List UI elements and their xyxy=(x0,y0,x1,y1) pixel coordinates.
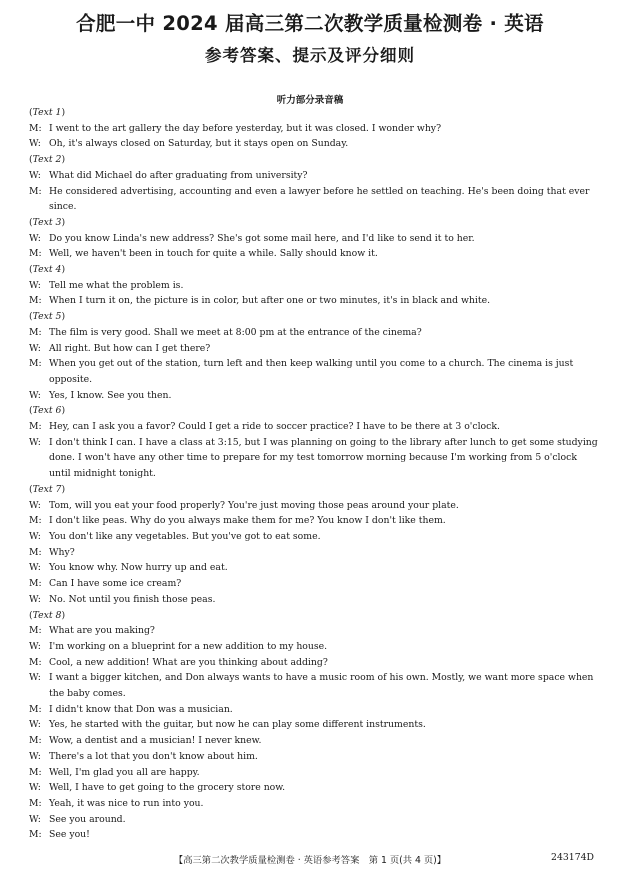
speaker-label: W: xyxy=(29,389,41,401)
dialogue-line xyxy=(29,278,599,294)
dialogue-line xyxy=(29,592,599,608)
text-label-value: Text 3 xyxy=(32,216,62,228)
text-label-value: Text 7 xyxy=(32,483,62,495)
dialogue-line xyxy=(29,670,599,701)
dialogue-text: Hey, can I ask you a favor? Could I get a ride to soccer practice? I have to be there at 3 o'clock. xyxy=(49,421,500,433)
speaker-label: W: xyxy=(29,672,41,684)
speaker-label: M: xyxy=(29,578,42,590)
speaker-label: W: xyxy=(29,813,41,825)
dialogue-line xyxy=(29,576,599,592)
text-label: (Text 3) xyxy=(29,216,66,228)
dialogue-line xyxy=(29,325,599,341)
dialogue-text: The film is very good. Shall we meet at 8:00 pm at the entrance of the cinema? xyxy=(49,326,422,338)
dialogue-line xyxy=(29,293,599,309)
speaker-label: M: xyxy=(29,766,42,778)
dialogue-line xyxy=(29,246,599,262)
speaker-label: W: xyxy=(29,593,41,605)
dialogue-text: Yeah, it was nice to run into you. xyxy=(49,797,204,809)
dialogue-line xyxy=(29,749,599,765)
dialogue-text: Yes, he started with the guitar, but now he can play some different instruments. xyxy=(49,719,426,731)
text-label: (Text 4) xyxy=(29,264,66,276)
text-label-value: Text 4 xyxy=(32,264,62,276)
text-label-value: Text 2 xyxy=(32,154,62,166)
dialogue-text: Do you know Linda's new address? She's got some mail here, and I'd like to send it to her. xyxy=(49,232,475,244)
footer-text: 【高三第二次教学质量检测卷 · 英语参考答案 第 1 页(共 4 页)】 xyxy=(173,855,447,866)
dialogue-line xyxy=(29,121,599,137)
dialogue-text: Well, we haven't been in touch for quite a while. Sally should know it. xyxy=(49,248,378,260)
dialogue-line xyxy=(29,498,599,514)
dialogue-text: You know why. Now hurry up and eat. xyxy=(49,562,228,574)
dialogue-line xyxy=(29,529,599,545)
speaker-label: M: xyxy=(29,735,42,747)
text-label-value: Text 5 xyxy=(32,311,62,323)
dialogue-line xyxy=(29,812,599,828)
speaker-label: M: xyxy=(29,421,42,433)
dialogue-line xyxy=(29,827,599,843)
speaker-label: M: xyxy=(29,625,42,637)
speaker-label: W: xyxy=(29,782,41,794)
dialogue-line xyxy=(29,168,599,184)
dialogue-text: I'm working on a blueprint for a new addition to my house. xyxy=(49,640,328,652)
document-title: 合肥一中 2024 届高三第二次教学质量检测卷 · 英语 xyxy=(76,12,544,35)
dialogue-text: Wow, a dentist and a musician! I never knew. xyxy=(49,735,262,747)
dialogue-line xyxy=(29,717,599,733)
dialogue-line xyxy=(29,796,599,812)
text-label: (Text 7) xyxy=(29,483,66,495)
dialogue-line xyxy=(29,655,599,671)
dialogue-text: Tom, will you eat your food properly? You're just moving those peas around your plate. xyxy=(49,499,459,511)
dialogue-text: Yes, I know. See you then. xyxy=(49,389,172,401)
dialogue-text: He considered advertising, accounting and even a lawyer before he settled on teaching. He's been doing that ever since. xyxy=(49,185,590,213)
dialogue-text: Tell me what the problem is. xyxy=(49,279,184,291)
speaker-label: M: xyxy=(29,326,42,338)
dialogue-text: I want a bigger kitchen, and Don always wants to have a music room of his own. Mostly, we want more space when the baby comes. xyxy=(49,672,594,700)
dialogue-line xyxy=(29,184,599,215)
text-label: (Text 8) xyxy=(29,609,66,621)
dialogue-line xyxy=(29,780,599,796)
speaker-label: M: xyxy=(29,829,42,841)
text-label: (Text 2) xyxy=(29,154,66,166)
dialogue-line xyxy=(29,702,599,718)
dialogue-line xyxy=(29,231,599,247)
dialogue-line xyxy=(29,639,599,655)
text-label-value: Text 1 xyxy=(32,107,62,118)
dialogue-line xyxy=(29,388,599,404)
dialogue-line xyxy=(29,435,599,482)
dialogue-line xyxy=(29,419,599,435)
dialogue-line xyxy=(29,513,599,529)
dialogue-text: Why? xyxy=(49,546,75,558)
text-label-value: Text 8 xyxy=(32,609,62,621)
page-footer xyxy=(0,852,620,868)
speaker-label: M: xyxy=(29,295,42,307)
speaker-label: W: xyxy=(29,499,41,511)
dialogue-text: See you! xyxy=(49,829,90,841)
dialogue-text: I went to the art gallery the day before yesterday, but it was closed. I wonder why? xyxy=(49,122,442,134)
dialogue-text: All right. But how can I get there? xyxy=(49,342,211,354)
dialogue-text: I didn't know that Don was a musician. xyxy=(49,703,233,715)
dialogue-text: Well, I'm glad you all are happy. xyxy=(49,766,200,778)
speaker-label: M: xyxy=(29,515,42,527)
speaker-label: W: xyxy=(29,719,41,731)
dialogue-text: I don't like peas. Why do you always make them for me? You know I don't like them. xyxy=(49,515,446,527)
speaker-label: M: xyxy=(29,797,42,809)
speaker-label: W: xyxy=(29,232,41,244)
dialogue-line xyxy=(29,136,599,152)
text-label: (Text 6) xyxy=(29,405,66,417)
transcript xyxy=(29,105,599,843)
footer-code: 243174D xyxy=(551,852,594,863)
dialogue-line xyxy=(29,623,599,639)
dialogue-line xyxy=(29,733,599,749)
dialogue-text: See you around. xyxy=(49,813,126,825)
dialogue-line xyxy=(29,341,599,357)
speaker-label: M: xyxy=(29,656,42,668)
dialogue-line xyxy=(29,545,599,561)
speaker-label: W: xyxy=(29,342,41,354)
speaker-label: M: xyxy=(29,546,42,558)
speaker-label: W: xyxy=(29,750,41,762)
dialogue-text: Oh, it's always closed on Saturday, but it stays open on Sunday. xyxy=(49,138,349,150)
speaker-label: M: xyxy=(29,358,42,370)
text-label: (Text 1) xyxy=(29,107,66,118)
dialogue-text: There's a lot that you don't know about him. xyxy=(49,750,258,762)
dialogue-text: What did Michael do after graduating from university? xyxy=(49,169,308,181)
dialogue-text: Cool, a new addition! What are you thinking about adding? xyxy=(49,656,328,668)
dialogue-text: When I turn it on, the picture is in color, but after one or two minutes, it's in black and white. xyxy=(49,295,491,307)
speaker-label: W: xyxy=(29,530,41,542)
speaker-label: W: xyxy=(29,640,41,652)
dialogue-text: No. Not until you finish those peas. xyxy=(49,593,216,605)
speaker-label: M: xyxy=(29,122,42,134)
dialogue-text: I don't think I can. I have a class at 3:15, but I was planning on going to the library after lunch to get some studying done. I won't have any other time to prepare for my test tomorrow morning because I'm working from 5 o'clock until midnight tonight. xyxy=(49,436,598,480)
speaker-label: W: xyxy=(29,436,41,448)
dialogue-text: You don't like any vegetables. But you've got to eat some. xyxy=(49,530,321,542)
dialogue-line xyxy=(29,356,599,387)
dialogue-text: Well, I have to get going to the grocery store now. xyxy=(49,782,286,794)
dialogue-text: What are you making? xyxy=(49,625,155,637)
speaker-label: W: xyxy=(29,169,41,181)
dialogue-text: Can I have some ice cream? xyxy=(49,578,182,590)
section-title: 听力部分录音稿 xyxy=(276,95,344,106)
speaker-label: W: xyxy=(29,562,41,574)
dialogue-line xyxy=(29,765,599,781)
speaker-label: W: xyxy=(29,138,41,150)
dialogue-line xyxy=(29,560,599,576)
text-label: (Text 5) xyxy=(29,311,66,323)
speaker-label: W: xyxy=(29,279,41,291)
text-label-value: Text 6 xyxy=(32,405,62,417)
document-subtitle: 参考答案、提示及评分细则 xyxy=(205,46,415,65)
speaker-label: M: xyxy=(29,248,42,260)
speaker-label: M: xyxy=(29,703,42,715)
dialogue-text: When you get out of the station, turn left and then keep walking until you come to a church. The cinema is just opposite. xyxy=(49,358,574,385)
speaker-label: M: xyxy=(29,185,42,197)
